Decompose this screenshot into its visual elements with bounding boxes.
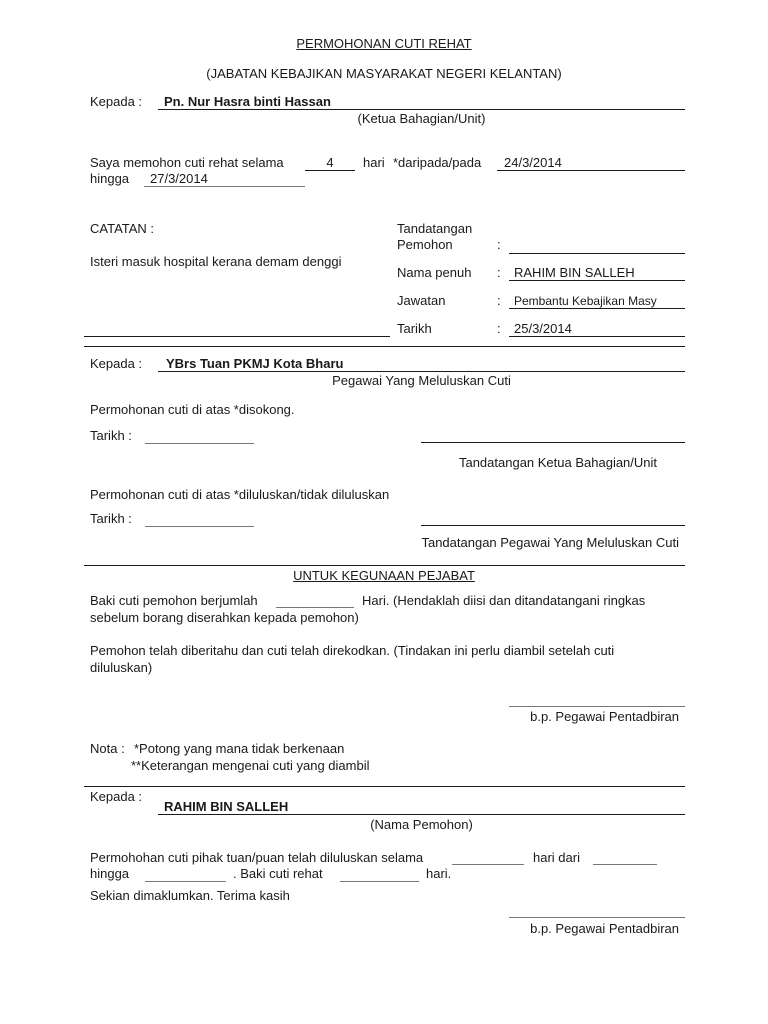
- baki-rehat-text: . Baki cuti rehat: [233, 866, 323, 881]
- diluluskan-text: Permohonan cuti di atas *diluluskan/tidak diluluskan: [90, 487, 390, 502]
- signature-label-1: Tandatangan: [397, 221, 473, 236]
- tarikh-underline: [509, 336, 685, 337]
- from-date-field[interactable]: 24/3/2014: [504, 155, 562, 170]
- kepada-underline-3: [158, 814, 685, 815]
- tarikh-label: Tarikh: [397, 321, 432, 336]
- sign-caption-ketua: Tandatangan Ketua Bahagian/Unit: [458, 455, 658, 470]
- tarikh-disokong-line[interactable]: [145, 443, 254, 444]
- approved-days-line[interactable]: [452, 864, 524, 865]
- nama-colon: :: [497, 265, 501, 280]
- tarikh-label-disokong: Tarikh :: [90, 428, 132, 443]
- signature-label-2: Pemohon: [397, 237, 453, 252]
- section-divider-2: [84, 565, 685, 566]
- bp-caption-2: b.p. Pegawai Pentadbiran: [530, 921, 679, 936]
- tarikh-diluluskan-line[interactable]: [145, 526, 254, 527]
- kepada-caption-2: Pegawai Yang Meluluskan Cuti: [332, 373, 511, 388]
- bp-caption-1: b.p. Pegawai Pentadbiran: [530, 709, 679, 724]
- baki-text-1b: Hari. (Hendaklah diisi dan ditandatangani ringkas: [362, 593, 646, 608]
- bp-sign-line-1[interactable]: [509, 706, 685, 707]
- sign-caption-pegawai: Tandatangan Pegawai Yang Meluluskan Cuti: [421, 535, 679, 550]
- approved-to-line[interactable]: [145, 881, 226, 882]
- approved-text: Permohohan cuti pihak tuan/puan telah diluluskan selama: [90, 850, 424, 865]
- jawatan-field[interactable]: Pembantu Kebajikan Masy: [514, 294, 657, 308]
- tarikh-field[interactable]: 25/3/2014: [514, 321, 572, 336]
- section-divider-1: [84, 346, 685, 347]
- days-field[interactable]: 4: [326, 155, 334, 170]
- hari-text: hari: [363, 155, 385, 170]
- form-subtitle: (JABATAN KEBAJIKAN MASYARAKAT NEGERI KELANTAN): [206, 66, 562, 81]
- kepada-value[interactable]: Pn. Nur Hasra binti Hassan: [164, 94, 331, 109]
- nama-label: Nama penuh: [397, 265, 472, 280]
- jawatan-colon: :: [497, 293, 501, 308]
- baki-days-line[interactable]: [276, 607, 354, 608]
- signature-line[interactable]: [509, 253, 685, 254]
- baki-rehat-line[interactable]: [340, 881, 419, 882]
- hari-text-2: hari.: [426, 866, 452, 881]
- sign-line-ketua[interactable]: [421, 442, 685, 443]
- jawatan-underline: [509, 308, 685, 309]
- hingga-text: hingga: [90, 171, 130, 186]
- kepada-caption: (Ketua Bahagian/Unit): [357, 111, 486, 126]
- signature-colon: :: [497, 237, 501, 252]
- kepada-label: Kepada :: [90, 94, 143, 109]
- baki-text-2: sebelum borang diserahkan kepada pemohon): [90, 610, 359, 625]
- kepada-caption-3: (Nama Pemohon): [370, 817, 473, 832]
- nama-field[interactable]: RAHIM BIN SALLEH: [514, 265, 635, 280]
- hingga-text-2: hingga: [90, 866, 130, 881]
- to-date-underline: [144, 186, 305, 187]
- tarikh-label-diluluskan: Tarikh :: [90, 511, 132, 526]
- to-date-field[interactable]: 27/3/2014: [150, 171, 208, 186]
- tarikh-colon: :: [497, 321, 501, 336]
- from-date-underline: [497, 170, 685, 171]
- request-text: Saya memohon cuti rehat selama: [90, 155, 284, 170]
- disokong-text: Permohonan cuti di atas *disokong.: [90, 402, 295, 417]
- pemohon-text-2: diluluskan): [90, 660, 153, 675]
- kepada-value-3[interactable]: RAHIM BIN SALLEH: [164, 799, 289, 814]
- catatan-value[interactable]: Isteri masuk hospital kerana demam denggi: [90, 254, 342, 269]
- daripada-text: *daripada/pada: [393, 155, 482, 170]
- kepada-underline: [158, 109, 685, 110]
- kepada-label-3: Kepada :: [90, 789, 143, 804]
- nama-underline: [509, 280, 685, 281]
- days-underline: [305, 170, 355, 171]
- nota-2: **Keterangan mengenai cuti yang diambil: [131, 758, 370, 773]
- catatan-label: CATATAN :: [90, 221, 155, 236]
- nota-label: Nota :: [90, 741, 125, 756]
- hari-dari-text: hari dari: [533, 850, 580, 865]
- catatan-underline: [84, 336, 390, 337]
- kepada-underline-2: [158, 371, 685, 372]
- office-use-heading: UNTUK KEGUNAAN PEJABAT: [293, 568, 475, 583]
- sekian-text: Sekian dimaklumkan. Terima kasih: [90, 888, 290, 903]
- approved-from-line[interactable]: [593, 864, 657, 865]
- jawatan-label: Jawatan: [397, 293, 446, 308]
- bp-sign-line-2[interactable]: [509, 917, 685, 918]
- nota-1: *Potong yang mana tidak berkenaan: [134, 741, 345, 756]
- baki-text-1a: Baki cuti pemohon berjumlah: [90, 593, 258, 608]
- section-divider-3: [84, 786, 685, 787]
- pemohon-text-1: Pemohon telah diberitahu dan cuti telah direkodkan. (Tindakan ini perlu diambil setelah cuti: [90, 643, 615, 658]
- kepada-label-2: Kepada :: [90, 356, 143, 371]
- form-title: PERMOHONAN CUTI REHAT: [296, 36, 472, 51]
- kepada-value-2[interactable]: YBrs Tuan PKMJ Kota Bharu: [166, 356, 344, 371]
- sign-line-pegawai[interactable]: [421, 525, 685, 526]
